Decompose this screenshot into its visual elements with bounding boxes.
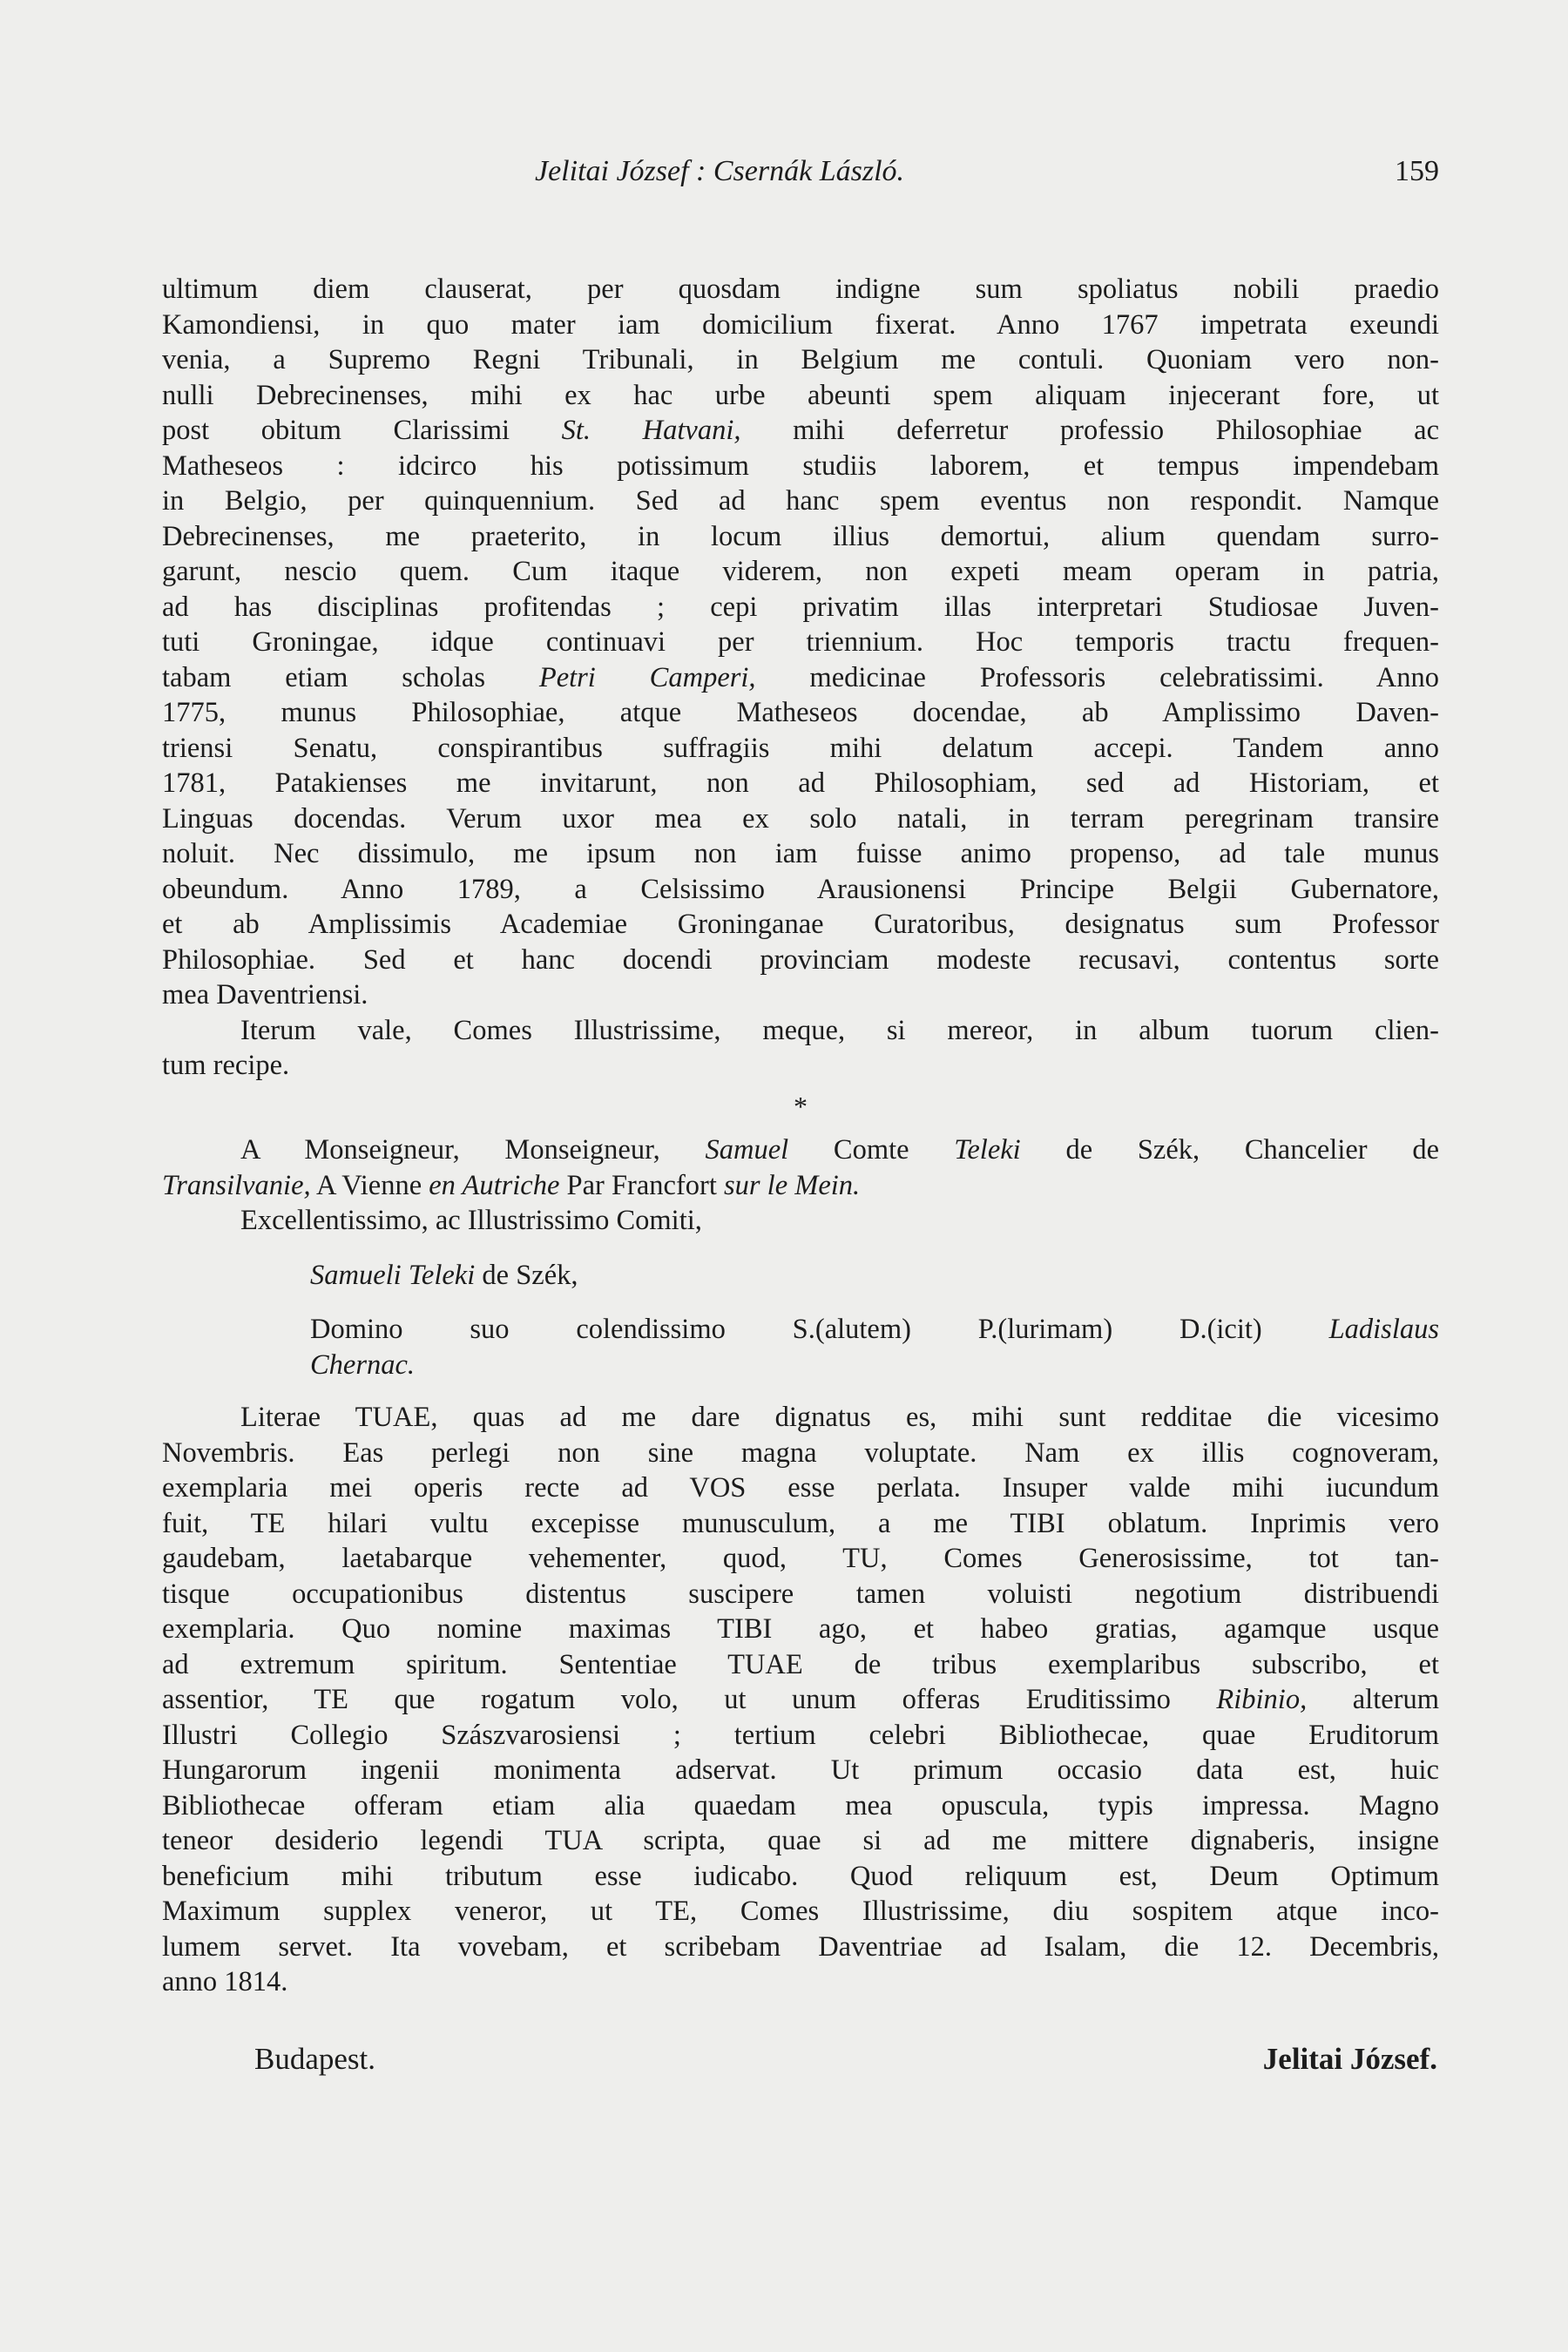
text-run: post obitum Clarissimi xyxy=(162,415,510,446)
salutation-name-line xyxy=(162,1258,1439,1294)
text-line: nulli Debrecinenses, mihi ex hac urbe abeunti spem aliquam injecerant fore, ut xyxy=(162,379,1439,411)
text-line: fuit, TE hilari vultu excepisse munusculum, a me TIBI oblatum. Inprimis vero xyxy=(162,1507,1439,1539)
running-head xyxy=(162,146,1439,199)
text-line: venia, a Supremo Regni Tribunali, in Belgium me contuli. Quoniam vero non- xyxy=(162,344,1439,375)
text-run: de Szék, Chancelier de xyxy=(1065,1134,1439,1166)
text-line: triensi Senatu, conspirantibus suffragiis mihi delatum accepi. Tandem anno xyxy=(162,732,1439,764)
text-line: Linguas docendas. Verum uxor mea ex solo natali, in terram peregrinam transire xyxy=(162,802,1439,835)
text-line: in Belgio, per quinquennium. Sed ad hanc spem eventus non respondit. Namque xyxy=(162,485,1439,517)
text-run: mihi deferretur professio Philosophiae ac xyxy=(793,415,1440,446)
text-line: ad has disciplinas profitendas ; cepi privatim illas interpretari Studiosae Juven- xyxy=(162,591,1439,623)
text-line: anno 1814. xyxy=(162,1966,288,1997)
text-line: et ab Amplissimis Academiae Groninganae Curatoribus, designatus sum Professor xyxy=(162,909,1439,940)
name-italic: Samueli Teleki xyxy=(310,1259,476,1291)
text-run: Comte xyxy=(833,1134,909,1166)
name-italic: sur le Mein. xyxy=(724,1169,861,1201)
name-italic: en Autriche xyxy=(429,1169,560,1201)
text-run: Domino suo colendissimo S.(alutem) P.(lurimam) D.(icit) xyxy=(310,1314,1262,1345)
place-name: Budapest. xyxy=(254,2041,376,2076)
text-line: Illustri Collegio Szászvarosiensi ; tertium celebri Bibliothecae, quae Eruditorum xyxy=(162,1719,1439,1751)
salutation-line: Excellentissimo, ac Illustrissimo Comiti, xyxy=(240,1205,702,1236)
text-line: Philosophiae. Sed et hanc docendi provinciam modeste recusavi, contentus sorte xyxy=(162,943,1439,976)
text-line: 1775, munus Philosophiae, atque Matheseos docendae, ab Amplissimo Daven- xyxy=(162,697,1439,728)
text-line: garunt, nescio quem. Cum itaque viderem, non expeti meam operam in patria, xyxy=(162,556,1439,587)
text-run: Par Francfort xyxy=(566,1169,717,1201)
running-title: Jelitai József : Csernák László. xyxy=(535,155,905,187)
name-italic: Teleki xyxy=(954,1134,1021,1166)
text-line: Matheseos : idcirco his potissimum studiis laborem, et tempus impendebam xyxy=(162,449,1439,482)
text-line xyxy=(162,1682,1439,1718)
text-line: ad extremum spiritum. Sententiae TUAE de tribus exemplaribus subscribo, et xyxy=(162,1648,1439,1680)
address-block xyxy=(162,1132,1439,1203)
text-line: beneficium mihi tributum esse iudicabo. Quod reliquum est, Deum Optimum xyxy=(162,1860,1439,1892)
text-line: Iterum vale, Comes Illustrissime, meque, si mereor, in album tuorum clien- xyxy=(240,1014,1439,1046)
text-line: Maximum supplex veneror, ut TE, Comes Illustrissime, diu sospitem atque inco- xyxy=(162,1896,1439,1927)
text-line xyxy=(162,413,1439,449)
text-run: A Monseigneur, Monseigneur, xyxy=(240,1134,660,1166)
text-line xyxy=(162,660,1439,696)
text-line: lumem servet. Ita vovebam, et scribebam Daventriae ad Isalam, die 12. Decembris, xyxy=(162,1930,1439,1963)
address-line xyxy=(162,1132,1439,1168)
text-line: gaudebam, laetabarque vehementer, quod, TU, Comes Generosissime, tot tan- xyxy=(162,1543,1439,1574)
letter2-paragraph xyxy=(162,1400,1439,2000)
name-italic: Samuel xyxy=(705,1134,789,1166)
text-line: Kamondiensi, in quo mater iam domicilium fixerat. Anno 1767 impetrata exeundi xyxy=(162,308,1439,341)
salutation-line: Chernac. xyxy=(310,1348,416,1381)
text-line: tuti Groningae, idque continuavi per triennium. Hoc temporis tractu frequen- xyxy=(162,626,1439,658)
name-italic: Ribinio, xyxy=(1216,1684,1308,1715)
text-line: tum recipe. xyxy=(162,1050,290,1081)
sign-off xyxy=(162,2042,1439,2094)
letter1-paragraph xyxy=(162,272,1439,1013)
text-line: exemplaria. Quo nomine maximas TIBI ago, et habeo gratias, agamque usque xyxy=(162,1613,1439,1645)
text-line: Bibliothecae offeram etiam alia quaedam mea opuscula, typis impressa. Magno xyxy=(162,1789,1439,1821)
author-signature: Jelitai József. xyxy=(1262,2041,1437,2076)
name-italic: Transilvanie, xyxy=(162,1169,311,1201)
text-run: medicinae Professoris celebratissimi. Anno xyxy=(809,661,1440,693)
text-line: Literae TUAE, quas ad me dare dignatus es, mihi sunt redditae die vicesimo xyxy=(240,1402,1439,1433)
letter1-closing xyxy=(162,1013,1439,1084)
text-line: 1781, Patakienses me invitarunt, non ad Philosophiam, sed ad Historiam, et xyxy=(162,767,1439,799)
text-line: noluit. Nec dissimulo, me ipsum non iam fuisse animo propenso, ad tale munus xyxy=(162,838,1439,869)
text-run: alterum xyxy=(1352,1684,1440,1715)
text-line: tisque occupationibus distentus suscipere tamen voluisti negotium distribuendi xyxy=(162,1578,1439,1610)
text-line: obeundum. Anno 1789, a Celsissimo Arausionensi Principe Belgii Gubernatore, xyxy=(162,873,1439,905)
text-line: exemplaria mei operis recte ad VOS esse perlata. Insuper valde mihi iucundum xyxy=(162,1472,1439,1504)
text-line: Hungarorum ingenii monimenta adservat. Ut primum occasio data est, huic xyxy=(162,1754,1439,1786)
name-italic: St. Hatvani, xyxy=(561,415,741,446)
text-line: Debrecinenses, me praeterito, in locum illius demortui, alium quendam surro- xyxy=(162,520,1439,552)
body-text xyxy=(162,272,1439,2094)
salutation-line xyxy=(162,1312,1439,1348)
section-separator: * xyxy=(794,1090,808,1122)
page-number: 159 xyxy=(1395,155,1439,187)
text-run: assentior, TE que rogatum volo, ut unum offeras Eruditissimo xyxy=(162,1684,1171,1715)
text-line: mea Daventriensi. xyxy=(162,979,368,1010)
name-italic: Petri Camperi, xyxy=(538,661,756,693)
address-line xyxy=(162,1168,1439,1204)
text-line: teneor desiderio legendi TUA scripta, quae si ad me mittere dignaberis, insigne xyxy=(162,1825,1439,1856)
text-line: Novembris. Eas perlegi non sine magna voluptate. Nam ex illis cognoveram, xyxy=(162,1436,1439,1469)
text-run: de Szék, xyxy=(482,1259,578,1291)
text-run: A Vienne xyxy=(316,1169,422,1201)
salutation-block xyxy=(162,1203,1439,1382)
text-line: ultimum diem clauserat, per quosdam indigne sum spoliatus nobili praedio xyxy=(162,274,1439,305)
text-run: tabam etiam scholas xyxy=(162,661,485,693)
name-italic: Ladislaus xyxy=(1328,1314,1439,1345)
